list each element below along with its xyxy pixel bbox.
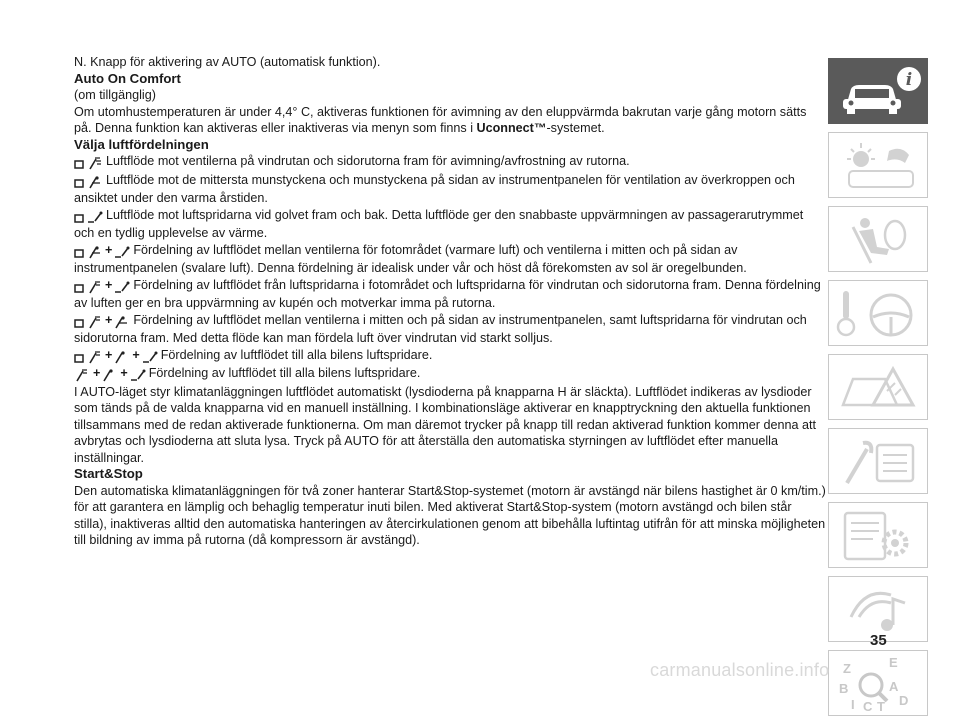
windscreen-airflow-icon bbox=[74, 367, 90, 384]
feet-airflow-icon bbox=[141, 349, 159, 366]
index-letter: D bbox=[899, 693, 909, 708]
distribution-item bbox=[74, 242, 826, 277]
distribution-item bbox=[74, 153, 826, 172]
key-steering-icon bbox=[829, 281, 928, 346]
auto-on-comfort-text bbox=[74, 104, 826, 137]
start-stop-text: Den automatiska klimatanläggningen för två zoner hanterar Start&Stop-systemet (motorn är avstängd när bilens hastighet är 0 km/tim.) för att garantera en lämplig och behaglig temperatur inuti bilen. Med aktiverat Start&Stop-system (motorn avstängd och bilen står stilla), inaktiveras alltid den automatiska hanteringen av återcirkulationen genom att bibehålla luftintag utifrån för att minska möjligheten till bildning av imma på rutorna (då kompressorn är avstängd). bbox=[74, 483, 826, 547]
distribution-item bbox=[74, 347, 826, 366]
distribution-item bbox=[74, 277, 826, 312]
car-info-icon bbox=[829, 59, 928, 124]
tab-starting-driving[interactable] bbox=[828, 280, 928, 346]
distribution-item-text: Luftflöde mot ventilerna på vindrutan och sidorutorna fram för avimning/avfrostning av rutorna. bbox=[106, 154, 630, 168]
tab-maintenance[interactable] bbox=[828, 428, 928, 494]
index-search-icon bbox=[829, 651, 928, 716]
distribution-item-text: Luftflöde mot luftspridarna vid golvet fram och bak. Detta luftflöde ger den snabbaste uppvärmningen av passagerarutrymmet och en tydlig upplevelse av värme. bbox=[74, 207, 804, 240]
tab-safety[interactable] bbox=[828, 206, 928, 272]
plus-sign: + bbox=[105, 312, 113, 327]
auto-on-comfort-text-a: Om utomhustemperaturen är under 4,4° C, aktiveras funktionen för avimning av den eluppvärmda bakrutan varje gång motorn sätts på. Denna funktion kan aktiveras eller inaktiveras via menyn som finns i bbox=[74, 104, 807, 135]
index-letter: T bbox=[877, 699, 885, 714]
feet-airflow-icon bbox=[113, 279, 131, 296]
distribution-item bbox=[74, 312, 826, 347]
airbag-icon bbox=[829, 207, 928, 272]
face-airflow-icon bbox=[113, 314, 131, 331]
feet-airflow-icon bbox=[74, 209, 104, 226]
plus-sign: + bbox=[105, 242, 113, 257]
distribution-item bbox=[74, 365, 826, 384]
gear-settings-icon bbox=[829, 503, 928, 568]
manual-content bbox=[74, 54, 826, 549]
distribution-item-text: Fördelning av luftflödet till alla bilens luftspridare. bbox=[160, 347, 433, 362]
feet-airflow-icon bbox=[113, 244, 131, 261]
windscreen-airflow-icon bbox=[74, 155, 104, 172]
windscreen-airflow-icon bbox=[74, 349, 102, 366]
tab-technical-data[interactable] bbox=[828, 502, 928, 568]
distribution-item-text: Fördelning av luftflödet från luftspridarna i fotområdet och luftspridarna för vindrutan och sidorutorna fram. Denna fördelning av luften ger en bra uppvärmning av kupén och motverkar imma på rutorna. bbox=[74, 277, 821, 310]
intro-text: N. Knapp för aktivering av AUTO (automatisk funktion). bbox=[74, 55, 381, 69]
tab-car-info[interactable] bbox=[828, 58, 928, 124]
watermark: carmanualsonline.info bbox=[650, 660, 830, 680]
index-letter: I bbox=[851, 697, 855, 712]
distribution-heading: Välja luftfördelningen bbox=[74, 136, 209, 152]
index-letter: A bbox=[889, 679, 899, 694]
face-airflow-icon bbox=[74, 244, 102, 261]
page-number: 35 bbox=[870, 632, 887, 649]
distribution-item-text: Fördelning av luftflödet mellan ventilerna i mitten och på sidan av instrumentpanelen, samt luftspridarna för vindrutan och sidorutorna fram. Med detta flöde kan man fördela luft över vindrutan vid starkt solljus. bbox=[74, 312, 807, 345]
uconnect-brand: Uconnect™ bbox=[476, 121, 547, 135]
plus-sign: + bbox=[105, 347, 113, 362]
distribution-item-text: Luftflöde mot de mittersta munstyckena och munstyckena på sidan av instrumentpanelen för ventilation av överkroppen och ansiktet under den varma årstiden. bbox=[74, 172, 795, 205]
face-airflow-icon bbox=[101, 367, 117, 384]
windscreen-airflow-icon bbox=[74, 279, 102, 296]
tab-emergency[interactable] bbox=[828, 354, 928, 420]
auto-on-comfort-sub: (om tillgänglig) bbox=[74, 88, 156, 102]
auto-on-comfort-text-b: -systemet. bbox=[546, 121, 605, 135]
plus-sign: + bbox=[120, 366, 128, 380]
chapter-tabs bbox=[828, 58, 932, 724]
tools-maintenance-icon bbox=[829, 429, 928, 494]
distribution-item bbox=[74, 207, 826, 242]
warning-triangle-icon bbox=[829, 355, 928, 420]
plus-sign: + bbox=[132, 347, 140, 362]
distribution-item-text: Fördelning av luftflödet till alla bilens luftspridare. bbox=[148, 366, 421, 380]
start-stop-heading: Start&Stop bbox=[74, 466, 143, 481]
windscreen-airflow-icon bbox=[74, 314, 102, 331]
svg-text:i: i bbox=[905, 70, 913, 90]
index-letter: E bbox=[889, 655, 898, 670]
index-letter: B bbox=[839, 681, 849, 696]
feet-airflow-icon bbox=[129, 367, 147, 384]
tab-dashboard[interactable] bbox=[828, 132, 928, 198]
index-letter: Z bbox=[843, 661, 851, 676]
distribution-item bbox=[74, 172, 826, 207]
auto-mode-text: I AUTO-läget styr klimatanläggningen luftflödet automatiskt (lysdioderna på knapparna H är släckta). Luftflödet indikeras av lysdioder som tänds på de valda knapparna vid en manuell inställning. I kombinationsläge aktiverar en knapptryckning den aktuella funktionen tillsammans med de redan aktiverade funktionerna. Om man däremot trycker på knapp till redan aktiverad funktion kommer denna att avbrytas och lysdioderna att sluta lysa. Tryck på AUTO för att återställa den automatiska styrningen av luftflödet efter manuella inställningar. bbox=[74, 384, 816, 465]
face-airflow-icon bbox=[113, 349, 129, 366]
face-airflow-icon bbox=[74, 174, 104, 191]
distribution-item-text: Fördelning av luftflödet mellan ventilerna för fotområdet (varmare luft) och ventilerna i mitten och på sidan av instrumentpanelen (svalare luft). Denna fördelning är idealisk under vår och höst då förekomsten av sol är oregelbunden. bbox=[74, 242, 747, 275]
index-letter: C bbox=[863, 699, 873, 714]
plus-sign: + bbox=[105, 277, 113, 292]
tab-index[interactable] bbox=[828, 650, 928, 716]
dashboard-lights-icon bbox=[829, 133, 928, 198]
plus-sign: + bbox=[93, 366, 101, 380]
auto-on-comfort-heading: Auto On Comfort bbox=[74, 70, 181, 86]
